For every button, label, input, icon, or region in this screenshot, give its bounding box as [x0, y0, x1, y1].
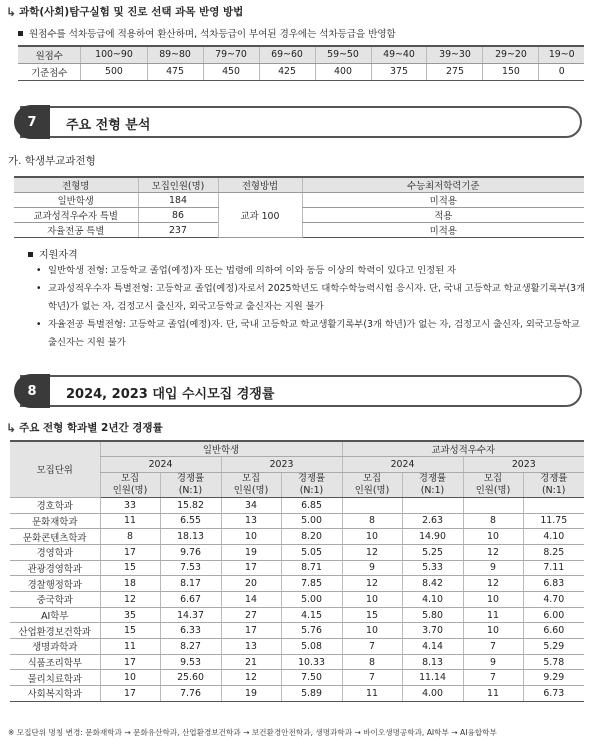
section-8-banner — [14, 374, 582, 408]
year-header: 2023 — [221, 457, 342, 473]
excellent-2023-rate — [523, 497, 584, 513]
count-header-line1: 모집 — [241, 472, 261, 484]
excellent-2023-count: 10 — [463, 592, 523, 608]
table-row — [10, 560, 584, 576]
table-row — [10, 592, 584, 608]
section-7-title: 주요 전형 분석 — [66, 118, 151, 133]
qualification-item-text: 일반학생 전형: 고등학교 졸업(예정)자 또는 법령에 의하여 이와 동등 이상의 학력이 있다고 인정된 자 — [48, 265, 457, 276]
score-header-cell: 원점수 — [18, 46, 81, 63]
general-2023-count: 17 — [221, 560, 281, 576]
general-2023-rate: 5.00 — [281, 513, 342, 529]
excellent-2024-rate: 5.25 — [402, 544, 463, 560]
qualification-item — [36, 280, 588, 316]
general-2023-count: 14 — [221, 592, 281, 608]
excellent-2024-count: 11 — [342, 686, 402, 702]
dept-name: 경호학과 — [10, 497, 100, 513]
excellent-2023-rate: 6.00 — [523, 607, 584, 623]
excellent-2024-rate: 4.10 — [402, 592, 463, 608]
recruitment-min: 적용 — [302, 208, 584, 223]
general-2024-count: 11 — [100, 513, 160, 529]
rate-header — [523, 472, 584, 497]
section-8-title: 2024, 2023 대입 수시모집 경쟁률 — [66, 387, 275, 402]
recruitment-min: 미적용 — [302, 193, 584, 208]
general-2023-rate: 5.05 — [281, 544, 342, 560]
qualification-item — [36, 262, 588, 280]
recruitment-header-cell: 모집인원(명) — [138, 177, 218, 193]
score-header-cell: 59~50 — [315, 46, 371, 63]
excellent-2023-rate: 6.60 — [523, 623, 584, 639]
score-cell: 기준점수 — [18, 63, 81, 80]
section-8-subtitle-text: 주요 전형 학과별 2년간 경쟁률 — [19, 422, 163, 434]
dept-name: 경찰행정학과 — [10, 576, 100, 592]
qualification-item-text: 자율전공 특별전형: 고등학교 졸업(예정)자. 단, 국내 고등학교 학교생활기록부(3개 학년)가 없는 자, 검정고시 출신자, 외국고등학교 출신자는 지원 불가 — [48, 319, 580, 348]
score-cell: 475 — [147, 63, 203, 80]
table-row — [10, 576, 584, 592]
excellent-2024-rate: 5.33 — [402, 560, 463, 576]
recruitment-method: 교과 100 — [218, 193, 302, 238]
score-header-cell: 49~40 — [371, 46, 427, 63]
section-8-number: 8 — [14, 374, 50, 408]
recruitment-count: 86 — [138, 208, 218, 223]
table-row — [10, 686, 584, 702]
general-2023-count: 13 — [221, 513, 281, 529]
rate-header — [402, 472, 463, 497]
excellent-2024-rate: 8.13 — [402, 654, 463, 670]
recruitment-header — [14, 177, 584, 193]
competition-body — [10, 497, 584, 701]
dept-name: 중국학과 — [10, 592, 100, 608]
general-2024-rate: 15.82 — [160, 497, 221, 513]
excellent-2023-count: 12 — [463, 576, 523, 592]
recruitment-min: 미적용 — [302, 223, 584, 238]
excellent-2023-rate: 5.78 — [523, 654, 584, 670]
excellent-2023-count: 9 — [463, 654, 523, 670]
excellent-2023-rate: 4.70 — [523, 592, 584, 608]
general-2023-rate: 7.85 — [281, 576, 342, 592]
excellent-2024-count — [342, 497, 402, 513]
score-header-cell: 89~80 — [147, 46, 203, 63]
dept-name: 산업환경보건학과 — [10, 623, 100, 639]
general-2023-rate: 5.00 — [281, 592, 342, 608]
excellent-2023-count: 7 — [463, 670, 523, 686]
general-2024-rate: 8.17 — [160, 576, 221, 592]
recruitment-count: 237 — [138, 223, 218, 238]
general-2024-count: 10 — [100, 670, 160, 686]
dept-name: 관광경영학과 — [10, 560, 100, 576]
general-2023-count: 13 — [221, 639, 281, 655]
dot-bullet-icon: • — [36, 319, 42, 330]
general-2024-count: 17 — [100, 686, 160, 702]
general-2024-count: 18 — [100, 576, 160, 592]
general-2024-count: 15 — [100, 623, 160, 639]
dept-name: 문화콘텐츠학과 — [10, 529, 100, 545]
excellent-2024-rate: 14.90 — [402, 529, 463, 545]
table-row — [10, 497, 584, 513]
excellent-2023-count: 9 — [463, 560, 523, 576]
general-2024-count: 33 — [100, 497, 160, 513]
square-bullet-icon — [28, 252, 33, 257]
score-table-header — [18, 46, 584, 63]
general-2023-rate: 4.15 — [281, 607, 342, 623]
count-header-line2: 인원(명) — [354, 484, 390, 496]
excellent-2024-rate: 3.70 — [402, 623, 463, 639]
general-2023-count: 10 — [221, 529, 281, 545]
dept-name: 경영학과 — [10, 544, 100, 560]
general-2024-count: 15 — [100, 560, 160, 576]
subject-rule-title — [6, 4, 243, 19]
general-2023-count: 27 — [221, 607, 281, 623]
table-row — [10, 529, 584, 545]
subject-rule-bullet — [18, 26, 396, 40]
general-2024-rate: 25.60 — [160, 670, 221, 686]
footnote: ※ 모집단위 명칭 변경: 문화재학과 → 문화유산학과, 산업환경보건학과 → 보건환경안전학과, 생명과학과 → 바이오생명공학과, AI학부 → AI융합학부 — [8, 728, 497, 737]
score-cell: 150 — [483, 63, 539, 80]
general-2023-rate: 8.20 — [281, 529, 342, 545]
excellent-2024-rate: 11.14 — [402, 670, 463, 686]
col-unit-header: 모집단위 — [10, 441, 100, 497]
general-2024-rate: 14.37 — [160, 607, 221, 623]
dept-name: 문화재학과 — [10, 513, 100, 529]
excellent-2023-count: 10 — [463, 623, 523, 639]
general-2024-rate: 6.33 — [160, 623, 221, 639]
recruitment-header-cell: 수능최저학력기준 — [302, 177, 584, 193]
qualification-title — [28, 246, 78, 261]
score-header-cell: 19~0 — [539, 46, 584, 63]
table-row — [10, 670, 584, 686]
score-cell: 500 — [81, 63, 147, 80]
general-2023-count: 12 — [221, 670, 281, 686]
general-2023-rate: 7.50 — [281, 670, 342, 686]
score-cell: 375 — [371, 63, 427, 80]
general-2024-count: 11 — [100, 639, 160, 655]
recruitment-name: 자율전공 특별 — [14, 223, 138, 238]
excellent-2024-count: 8 — [342, 654, 402, 670]
rate-header-line1: 경쟁률 — [418, 472, 447, 484]
excellent-2024-count: 7 — [342, 670, 402, 686]
dept-name: AI학부 — [10, 607, 100, 623]
section-7-number: 7 — [14, 105, 50, 139]
count-header-line2: 인원(명) — [112, 484, 148, 496]
general-2023-rate: 6.85 — [281, 497, 342, 513]
subject-rule-title-text: 과학(사회)탐구실험 및 진로 선택 과목 반영 방법 — [19, 6, 244, 18]
general-2024-rate: 9.53 — [160, 654, 221, 670]
general-2023-rate: 5.89 — [281, 686, 342, 702]
general-2024-rate: 7.76 — [160, 686, 221, 702]
table-row — [10, 513, 584, 529]
recruitment-name: 교과성적우수자 특별 — [14, 208, 138, 223]
count-header-line1: 모집 — [362, 472, 382, 484]
dept-name: 생명과학과 — [10, 639, 100, 655]
excellent-2024-count: 8 — [342, 513, 402, 529]
rate-header-line1: 경쟁률 — [540, 472, 568, 484]
section-7-banner — [14, 105, 582, 139]
table-row — [10, 544, 584, 560]
table-row — [10, 607, 584, 623]
qualification-item — [36, 316, 588, 352]
rate-header-line2: (N:1) — [420, 484, 445, 496]
excellent-2023-count: 8 — [463, 513, 523, 529]
excellent-2024-rate: 5.80 — [402, 607, 463, 623]
count-header — [342, 472, 402, 497]
dept-name: 물리치료학과 — [10, 670, 100, 686]
excellent-2024-count: 12 — [342, 544, 402, 560]
excellent-2024-count: 7 — [342, 639, 402, 655]
excellent-2024-count: 9 — [342, 560, 402, 576]
group-header-general: 일반학생 — [100, 441, 342, 457]
score-table — [18, 45, 584, 81]
general-2024-count: 35 — [100, 607, 160, 623]
square-bullet-icon — [18, 31, 23, 36]
excellent-2024-rate: 4.00 — [402, 686, 463, 702]
count-header — [100, 472, 160, 497]
general-2023-count: 19 — [221, 544, 281, 560]
competition-header-group — [10, 441, 584, 457]
count-header — [221, 472, 281, 497]
score-cell: 450 — [203, 63, 259, 80]
section-7-subtitle: 가. 학생부교과전형 — [8, 155, 96, 167]
count-header — [463, 472, 523, 497]
count-header-line1: 모집 — [120, 472, 140, 484]
count-header-line1: 모집 — [483, 472, 503, 484]
dept-name: 식품조리학부 — [10, 654, 100, 670]
count-header-line2: 인원(명) — [475, 484, 511, 496]
rate-header-line1: 경쟁률 — [176, 472, 205, 484]
excellent-2023-rate: 11.75 — [523, 513, 584, 529]
recruitment-row — [14, 193, 584, 208]
general-2024-rate: 18.13 — [160, 529, 221, 545]
excellent-2024-count: 12 — [342, 576, 402, 592]
excellent-2023-count: 7 — [463, 639, 523, 655]
score-table-row — [18, 63, 584, 80]
score-header-cell: 39~30 — [427, 46, 483, 63]
qualification-title-text: 지원자격 — [39, 250, 78, 261]
recruitment-count: 184 — [138, 193, 218, 208]
excellent-2024-count: 10 — [342, 623, 402, 639]
general-2023-count: 19 — [221, 686, 281, 702]
general-2023-count: 21 — [221, 654, 281, 670]
recruitment-header-cell: 전형방법 — [218, 177, 302, 193]
count-header-line2: 인원(명) — [233, 484, 269, 496]
dept-name: 사회복지학과 — [10, 686, 100, 702]
excellent-2024-rate: 2.63 — [402, 513, 463, 529]
general-2024-rate: 6.55 — [160, 513, 221, 529]
general-2023-rate: 8.71 — [281, 560, 342, 576]
excellent-2023-rate: 8.25 — [523, 544, 584, 560]
score-header-cell: 100~90 — [81, 46, 147, 63]
general-2024-rate: 8.27 — [160, 639, 221, 655]
dot-bullet-icon: • — [36, 283, 42, 294]
score-cell: 275 — [427, 63, 483, 80]
arrow-bullet-icon: ↳ — [6, 4, 17, 19]
group-header-excellent: 교과성적우수자 — [342, 441, 584, 457]
excellent-2023-count: 10 — [463, 529, 523, 545]
general-2024-rate: 7.53 — [160, 560, 221, 576]
excellent-2023-rate: 5.29 — [523, 639, 584, 655]
year-header: 2024 — [100, 457, 221, 473]
score-header-cell: 79~70 — [203, 46, 259, 63]
rate-header — [281, 472, 342, 497]
excellent-2024-count: 15 — [342, 607, 402, 623]
excellent-2023-rate: 4.10 — [523, 529, 584, 545]
year-header: 2023 — [463, 457, 584, 473]
excellent-2023-rate: 7.11 — [523, 560, 584, 576]
general-2023-count: 20 — [221, 576, 281, 592]
excellent-2023-count: 12 — [463, 544, 523, 560]
excellent-2023-rate: 9.29 — [523, 670, 584, 686]
subject-rule-bullet-text: 원점수를 석차등급에 적용하여 환산하며, 석차등급이 부여된 경우에는 석차등급을 반영함 — [29, 29, 396, 40]
rate-header-line2: (N:1) — [542, 484, 566, 496]
rate-header-line1: 경쟁률 — [297, 472, 326, 484]
general-2023-count: 34 — [221, 497, 281, 513]
excellent-2024-rate — [402, 497, 463, 513]
general-2024-rate: 6.67 — [160, 592, 221, 608]
score-header-cell: 69~60 — [259, 46, 315, 63]
recruitment-header-cell: 전형명 — [14, 177, 138, 193]
excellent-2023-rate: 6.83 — [523, 576, 584, 592]
dot-bullet-icon: • — [36, 265, 42, 276]
section-8-subtitle — [6, 420, 163, 435]
score-cell: 400 — [315, 63, 371, 80]
general-2023-count: 17 — [221, 623, 281, 639]
year-header: 2024 — [342, 457, 463, 473]
excellent-2023-count: 11 — [463, 686, 523, 702]
general-2023-rate: 10.33 — [281, 654, 342, 670]
excellent-2024-rate: 8.42 — [402, 576, 463, 592]
excellent-2023-rate: 6.73 — [523, 686, 584, 702]
recruitment-name: 일반학생 — [14, 193, 138, 208]
excellent-2023-count — [463, 497, 523, 513]
excellent-2023-count: 11 — [463, 607, 523, 623]
arrow-bullet-icon: ↳ — [6, 420, 17, 435]
general-2024-count: 17 — [100, 654, 160, 670]
score-cell: 0 — [539, 63, 584, 80]
rate-header-line2: (N:1) — [178, 484, 203, 496]
table-row — [10, 639, 584, 655]
general-2023-rate: 5.76 — [281, 623, 342, 639]
score-cell: 425 — [259, 63, 315, 80]
general-2024-count: 12 — [100, 592, 160, 608]
general-2024-count: 8 — [100, 529, 160, 545]
rate-header — [160, 472, 221, 497]
rate-header-line2: (N:1) — [299, 484, 324, 496]
excellent-2024-count: 10 — [342, 529, 402, 545]
general-2024-count: 17 — [100, 544, 160, 560]
table-row — [10, 654, 584, 670]
score-header-cell: 29~20 — [483, 46, 539, 63]
competition-table — [10, 440, 584, 702]
excellent-2024-count: 10 — [342, 592, 402, 608]
table-row — [10, 623, 584, 639]
general-2023-rate: 5.08 — [281, 639, 342, 655]
recruitment-table — [14, 176, 584, 238]
excellent-2024-rate: 4.14 — [402, 639, 463, 655]
general-2024-rate: 9.76 — [160, 544, 221, 560]
qualification-item-text: 교과성적우수자 특별전형: 고등학교 졸업(예정)자로서 2025학년도 대학수학능력시험 응시자. 단, 국내 고등학교 학교생활기록부(3개 학년)가 없는 자, 검정고시 출신자, 외국고등학교 출신자는 지원 불가 — [48, 283, 586, 312]
